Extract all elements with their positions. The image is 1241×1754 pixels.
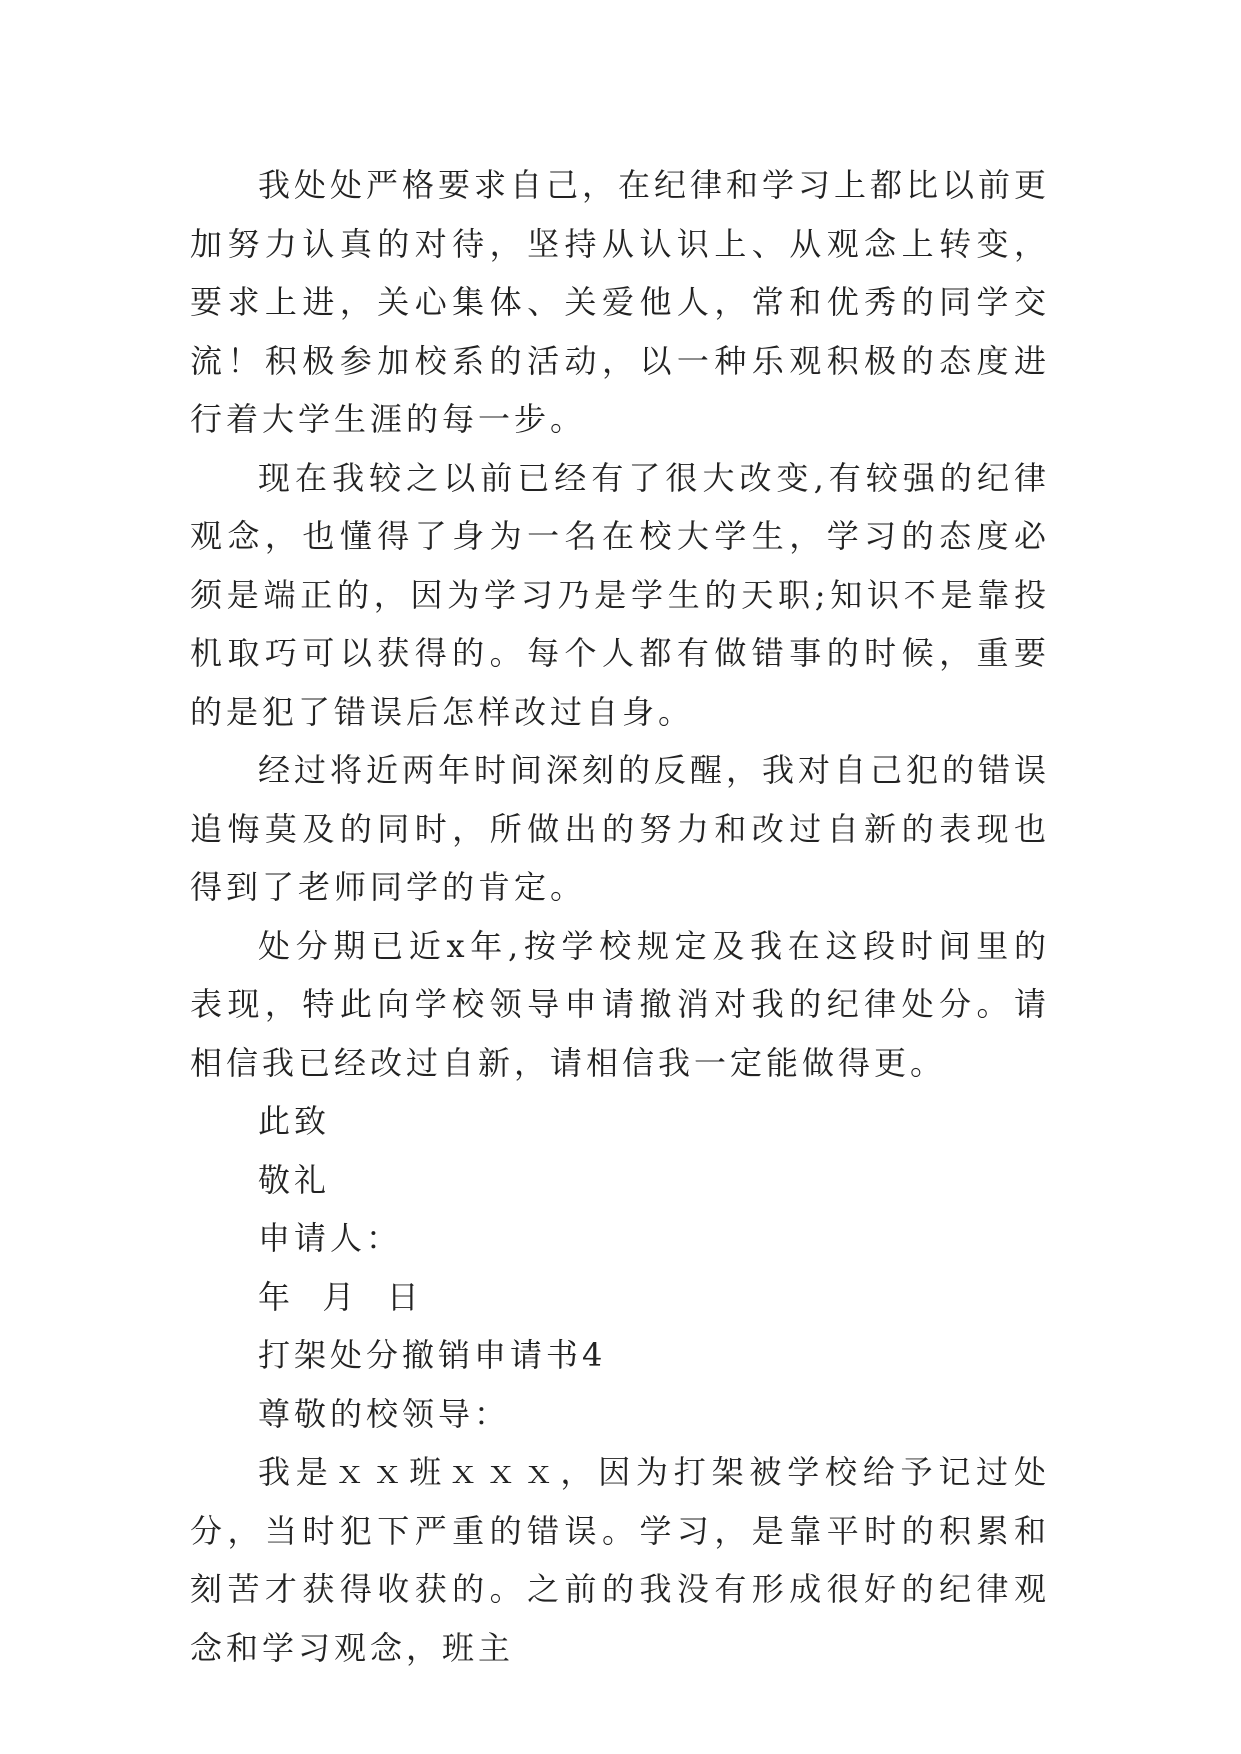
paragraph-self-discipline: 我处处严格要求自己，在纪律和学习上都比以前更加努力认真的对待，坚持从认识上、从观念上转变，要求上进，关心集体、关爱他人，常和优秀的同学交流！积极参加校系的活动，以一种乐观积极的态度进行着大学生涯的每一步。 [190,166,1051,438]
applicant-label: 申请人： [258,1219,403,1257]
document-body [190,156,1050,1677]
paragraph-change: 现在我较之以前已经有了很大改变,有较强的纪律观念，也懂得了身为一名在校大学生，学习的态度必须是端正的，因为学习乃是学生的天职;知识不是靠投机取巧可以获得的。每个人都有做错事的时候，重要的是犯了错误后怎样改过自身。 [190,458,1050,731]
closing-respect: 敬礼 [258,1160,331,1199]
date-line: 年 月 日 [258,1277,423,1316]
paragraph-reflection: 经过将近两年时间深刻的反醒，我对自己犯的错误追悔莫及的同时，所做出的努力和改过自新的表现也得到了老师同学的肯定。 [190,751,1051,906]
paragraph-intro: 我是ｘｘ班ｘｘｘ，因为打架被学校给予记过处分，当时犯下严重的错误。学习，是靠平时的积累和刻苦才获得收获的。之前的我没有形成很好的纪律观念和学习观念，班主 [190,1453,1050,1667]
greeting: 尊敬的校领导： [258,1394,511,1433]
section-title: 打架处分撤销申请书4 [258,1336,607,1374]
closing-salutation: 此致 [258,1102,331,1140]
paragraph-request: 处分期已近x年,按学校规定及我在这段时间里的表现，特此向学校领导申请撤消对我的纪律处分。请相信我已经改过自新，请相信我一定能做得更。 [190,926,1050,1082]
